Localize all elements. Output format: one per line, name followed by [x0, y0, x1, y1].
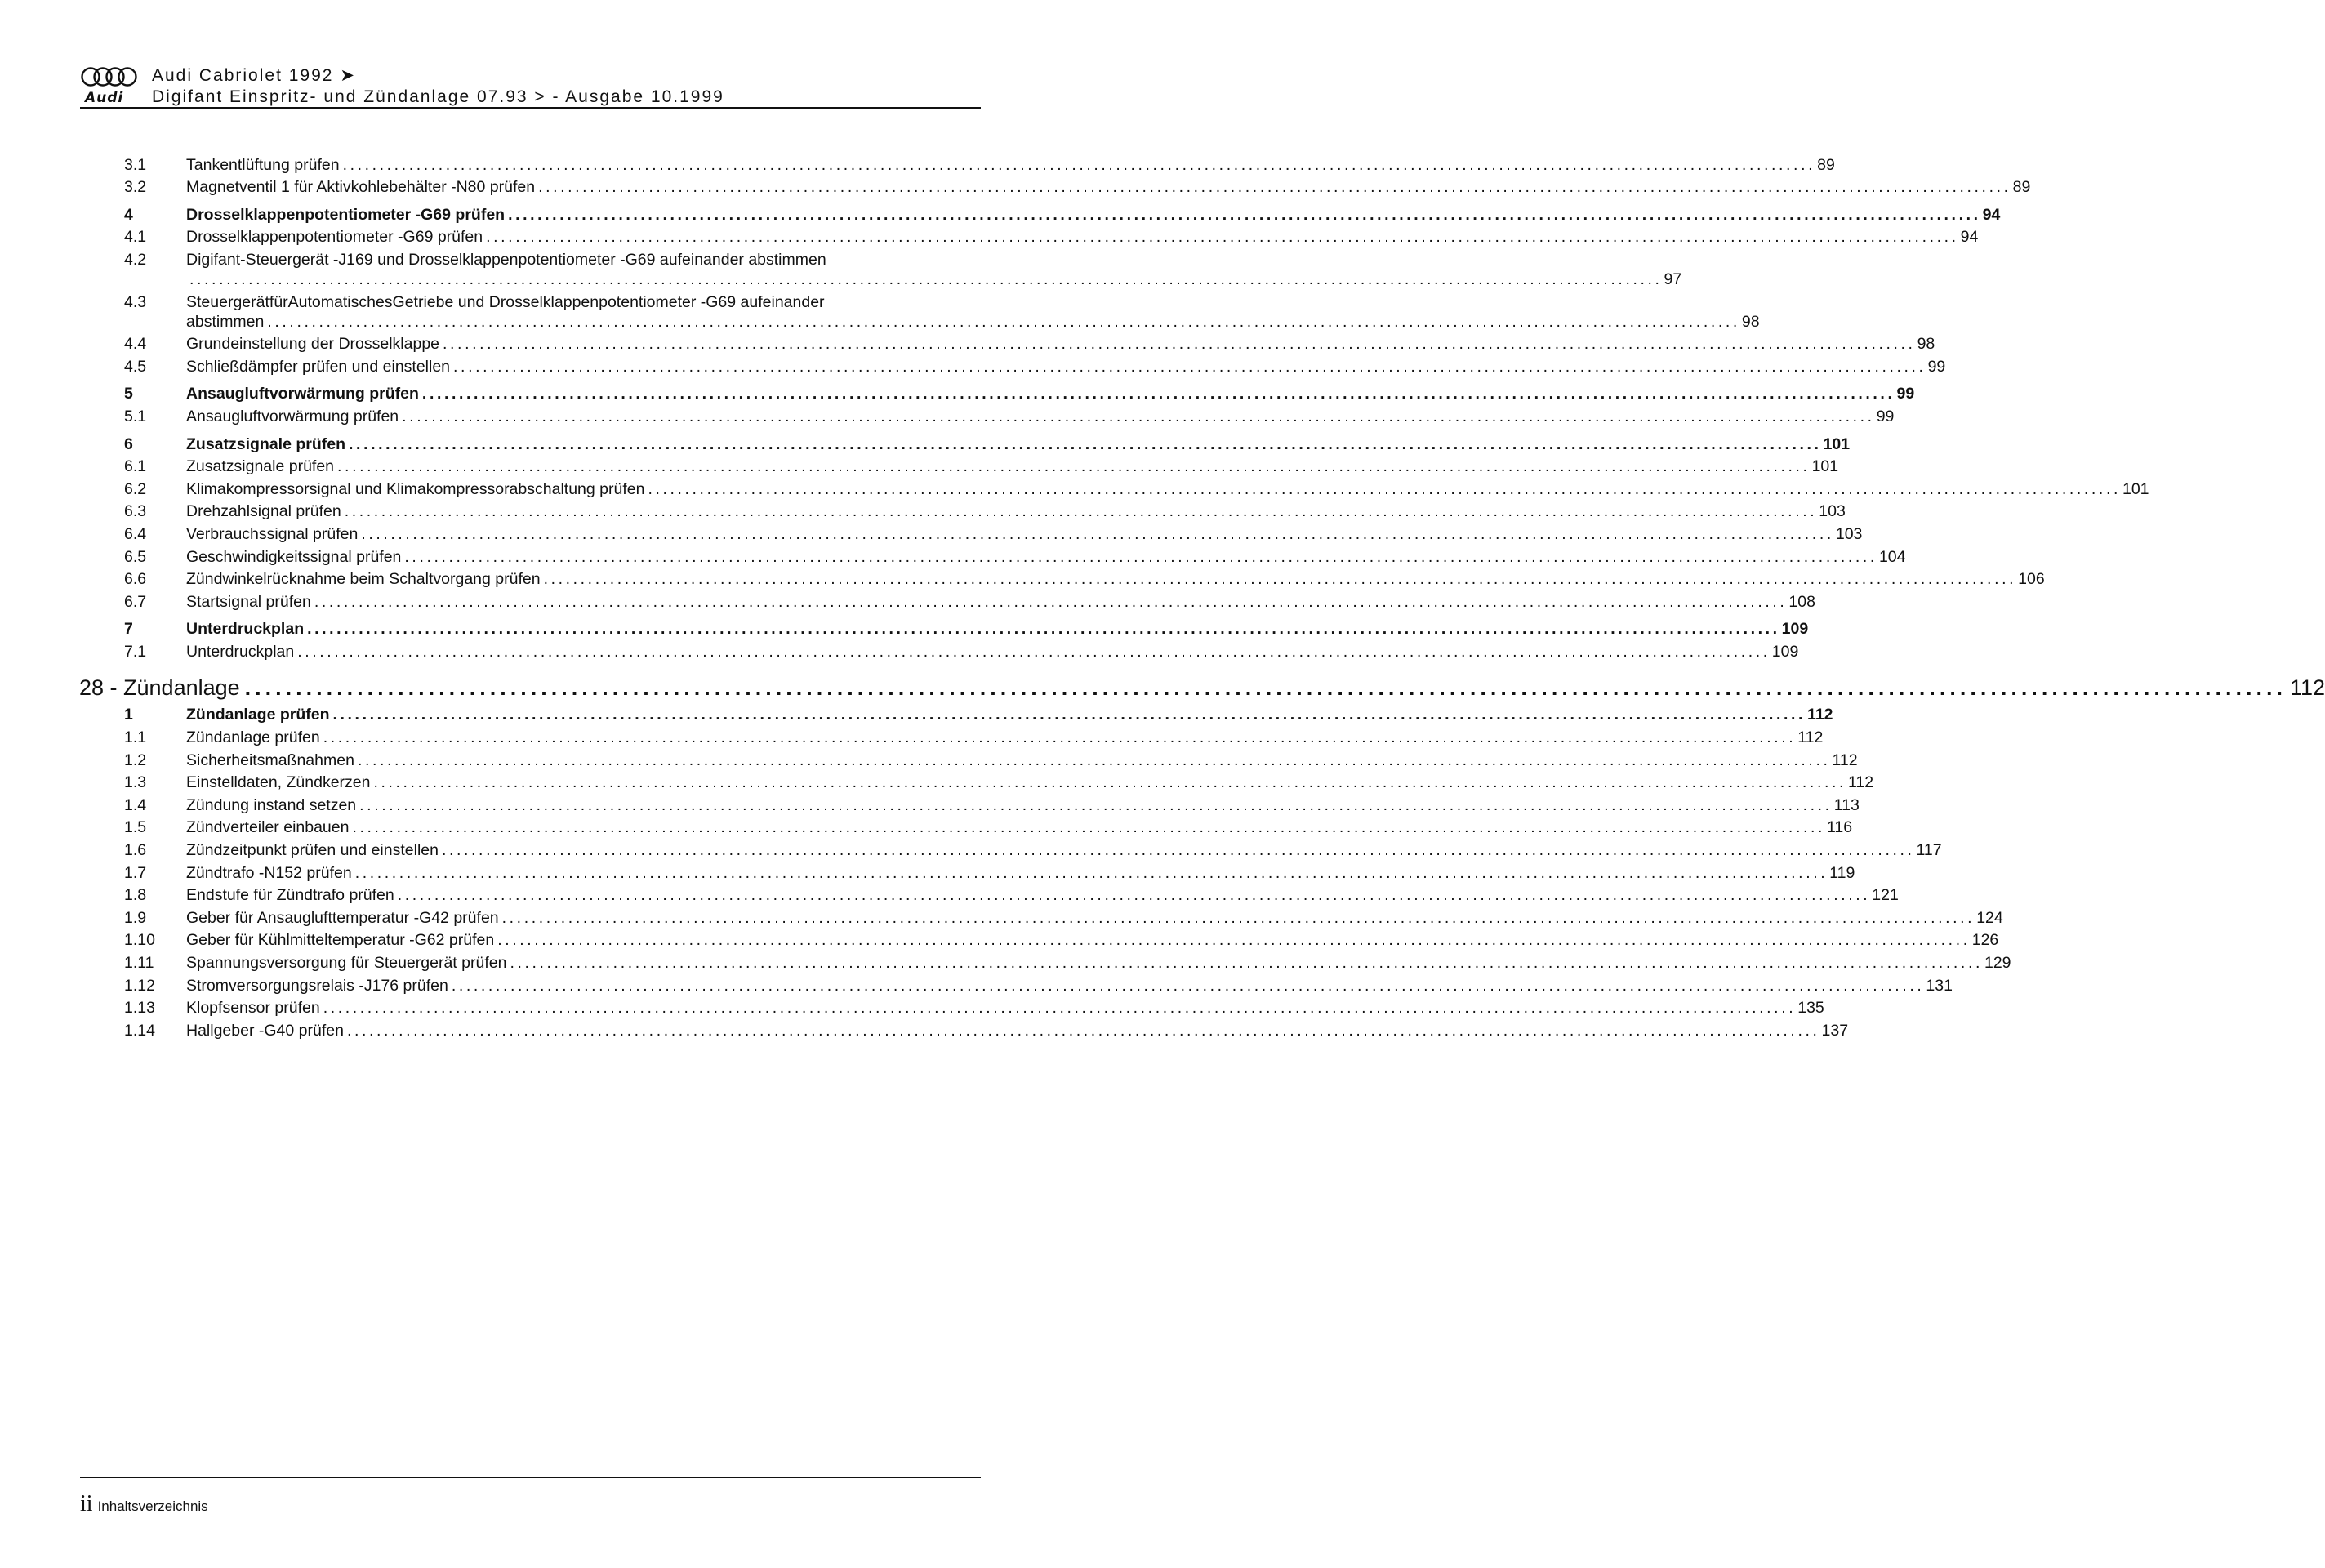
entry-title: Zusatzsignale prüfen	[186, 434, 346, 453]
footer-page-number: ii	[80, 1491, 93, 1517]
dot-leader: ........................................................................................................................................................................................................	[189, 270, 1663, 288]
dot-leader: ........................................................................................................................................................................................................	[421, 385, 1895, 403]
toc-entry[interactable]	[124, 521, 1863, 544]
entry-number: 6.3	[124, 502, 147, 521]
entry-number: 5.1	[124, 407, 147, 425]
entry-title: Zündung instand setzen	[186, 795, 357, 814]
entry-title: Geber für Kühlmitteltemperatur -G62 prüfen	[186, 931, 495, 950]
dot-leader: ........................................................................................................................................................................................................	[397, 886, 1871, 905]
toc-entry[interactable]	[124, 247, 1682, 289]
toc-section-heading[interactable]	[124, 202, 2001, 225]
entry-page: 104	[1878, 547, 1906, 566]
entry-title: Zündanlage prüfen	[186, 728, 320, 747]
entry-page: 117	[1916, 841, 1942, 860]
entry-page: 116	[1827, 818, 1853, 837]
toc-entry[interactable]	[124, 499, 1846, 522]
entry-page: 94	[1960, 228, 1979, 247]
header-divider	[80, 107, 981, 109]
toc-entry[interactable]	[124, 454, 1839, 477]
toc-entry[interactable]	[124, 476, 2149, 499]
entry-number: 1.7	[124, 863, 147, 882]
entry-title: Unterdruckplan	[186, 642, 295, 661]
entry-page: 103	[1819, 502, 1846, 521]
dot-leader: ........................................................................................................................................................................................................	[297, 642, 1770, 661]
entry-page: 109	[1781, 620, 1809, 639]
entry-page: 98	[1741, 312, 1760, 331]
entry-title: Zündtrafo -N152 prüfen	[186, 863, 352, 882]
header-title: Audi Cabriolet 1992 ➤	[152, 66, 356, 85]
entry-title: Zündanlage prüfen	[186, 706, 330, 724]
entry-title: Klimakompressorsignal und Klimakompressorabschaltung prüfen	[186, 479, 645, 498]
entry-page: 97	[1664, 270, 1682, 288]
page-header	[80, 65, 981, 108]
entry-title: Hallgeber -G40 prüfen	[186, 1021, 344, 1040]
entry-page: 106	[2018, 570, 2045, 589]
dot-leader: ........................................................................................................................................................................................................	[346, 1021, 1820, 1040]
dot-leader: ........................................................................................................................................................................................................	[404, 547, 1877, 566]
entry-page: 124	[1976, 908, 2003, 927]
header-subtitle: Digifant Einspritz- und Zündanlage 07.93 > - Ausgabe 10.1999	[152, 87, 724, 106]
table-of-contents	[79, 152, 2325, 1040]
dot-leader: ........................................................................................................................................................................................................	[508, 205, 1981, 224]
entry-title: Verbrauchssignal prüfen	[186, 524, 359, 543]
entry-page: 103	[1835, 524, 1863, 543]
audi-rings-icon	[80, 65, 139, 88]
entry-number: 6.1	[124, 457, 147, 476]
dot-leader: ........................................................................................................................................................................................................	[323, 999, 1797, 1018]
footer-label: Inhaltsverzeichnis	[97, 1499, 208, 1514]
entry-number: 6.4	[124, 524, 147, 543]
entry-page: 135	[1797, 999, 1824, 1018]
dot-leader: ........................................................................................................................................................................................................	[510, 954, 1983, 972]
entry-title: Ansaugluftvorwärmung prüfen	[186, 407, 399, 425]
toc-section-heading[interactable]	[124, 702, 1833, 725]
entry-number: 7	[124, 620, 133, 639]
dot-leader: ........................................................................................................................................................................................................	[497, 931, 1971, 950]
entry-number: 1.13	[124, 999, 155, 1018]
entry-page: 129	[1984, 954, 2011, 972]
entry-title: Tankentlüftung prüfen	[186, 155, 340, 174]
entry-number: 6.5	[124, 547, 147, 566]
dot-leader: ........................................................................................................................................................................................................	[441, 841, 1915, 860]
entry-page: 126	[1971, 931, 1999, 950]
entry-number: 1.5	[124, 818, 147, 837]
entry-page: 113	[1833, 795, 1860, 814]
entry-number: 1.6	[124, 841, 147, 860]
entry-number: 1.4	[124, 795, 147, 814]
entry-page: 89	[2012, 178, 2031, 197]
entry-page: 131	[1926, 976, 1953, 995]
toc-entry[interactable]	[124, 354, 1946, 376]
entry-title: Grundeinstellung der Drosselklappe	[186, 335, 440, 354]
entry-number: 1	[124, 706, 133, 724]
entry-number: 6	[124, 434, 133, 453]
entry-title: Schließdämpfer prüfen und einstellen	[186, 357, 451, 376]
toc-entry[interactable]	[124, 928, 1999, 951]
entry-title: Geber für Ansauglufttemperatur -G42 prüfen	[186, 908, 499, 927]
entry-title: Zusatzsignale prüfen	[186, 457, 335, 476]
dot-leader: ........................................................................................................................................................................................................	[354, 863, 1828, 882]
entry-title: Drehzahlsignal prüfen	[186, 502, 341, 521]
dot-leader: ........................................................................................................................................................................................................	[538, 178, 2011, 197]
dot-leader: ........................................................................................................................................................................................................	[402, 407, 1875, 425]
entry-title: Drosselklappenpotentiometer -G69 prüfen	[186, 205, 506, 224]
entry-title: Einstelldaten, Zündkerzen	[186, 773, 371, 792]
toc-entry[interactable]	[124, 770, 1874, 793]
entry-title: Geschwindigkeitssignal prüfen	[186, 547, 402, 566]
entry-page: 108	[1788, 592, 1815, 611]
dot-leader: ........................................................................................................................................................................................................	[501, 908, 1975, 927]
toc-entry[interactable]	[124, 973, 1953, 996]
toc-entry[interactable]	[124, 332, 1935, 354]
chapter-title: 28 - Zündanlage	[79, 675, 240, 700]
entry-title: Zündverteiler einbauen	[186, 818, 350, 837]
entry-number: 4.5	[124, 357, 147, 376]
entry-page: 112	[1848, 773, 1874, 792]
dot-leader: ........................................................................................................................................................................................................	[359, 795, 1833, 814]
toc-entry[interactable]	[124, 544, 1906, 567]
audi-logo	[80, 65, 139, 105]
entry-title: Unterdruckplan	[186, 620, 305, 639]
entry-number: 6.2	[124, 479, 147, 498]
chapter-entry[interactable]	[79, 666, 2325, 701]
toc-entry[interactable]	[124, 175, 2031, 198]
dot-leader: ........................................................................................................................................................................................................	[323, 728, 1797, 747]
entry-number: 3.2	[124, 178, 147, 197]
entry-number: 1.12	[124, 976, 155, 995]
entry-page: 119	[1829, 863, 1855, 882]
entry-page: 99	[1927, 357, 1946, 376]
entry-number: 1.14	[124, 1021, 155, 1040]
dot-leader: ........................................................................................................................................................................................................	[543, 570, 2017, 589]
toc-entry[interactable]	[124, 152, 1835, 175]
entry-number: 1.2	[124, 751, 147, 769]
entry-title: Ansaugluftvorwärmung prüfen	[186, 385, 419, 403]
entry-title: Spannungsversorgung für Steuergerät prüfen	[186, 954, 507, 972]
entry-page: 101	[2122, 479, 2149, 498]
toc-section-heading[interactable]	[124, 431, 1851, 454]
dot-leader: ........................................................................................................................................................................................................	[648, 479, 2121, 498]
toc-entry[interactable]	[124, 589, 1815, 612]
toc-entry[interactable]	[124, 815, 1853, 838]
entry-number: 1.3	[124, 773, 147, 792]
toc-section-28	[124, 702, 2011, 1040]
dot-leader: ........................................................................................................................................................................................................	[352, 818, 1826, 837]
entry-page: 99	[1876, 407, 1895, 425]
dot-leader: ........................................................................................................................................................................................................	[361, 524, 1834, 543]
entry-page: 89	[1817, 155, 1835, 174]
toc-section-heading[interactable]	[124, 617, 1809, 639]
entry-number: 1.10	[124, 931, 155, 950]
toc-entry[interactable]	[124, 225, 1979, 247]
dot-leader: ........................................................................................................................................................................................................	[314, 592, 1788, 611]
dot-leader: ........................................................................................................................................................................................................	[357, 751, 1831, 769]
chapter-page: 112	[2289, 675, 2325, 700]
entry-number: 4.4	[124, 335, 147, 354]
entry-number: 1.9	[124, 908, 147, 927]
dot-leader: ........................................................................................................................................................................................................	[244, 675, 2287, 700]
entry-title-cont: abstimmen	[186, 312, 265, 331]
entry-page: 101	[1811, 457, 1839, 476]
entry-page: 101	[1823, 434, 1851, 453]
toc-entry[interactable]	[124, 403, 1895, 426]
dot-leader: ........................................................................................................................................................................................................	[486, 228, 1959, 247]
entry-title: Stromversorgungsrelais -J176 prüfen	[186, 976, 448, 995]
entry-number: 7.1	[124, 642, 147, 661]
entry-number: 4	[124, 205, 133, 224]
toc-entry[interactable]	[124, 639, 1799, 662]
toc-entry[interactable]	[124, 837, 1942, 860]
entry-number: 1.8	[124, 886, 147, 905]
dot-leader: ........................................................................................................................................................................................................	[349, 434, 1822, 453]
entry-number: 4.3	[124, 292, 147, 311]
entry-page: 109	[1771, 642, 1799, 661]
toc-entry[interactable]	[124, 996, 1824, 1018]
toc-section-27	[124, 152, 2149, 662]
toc-entry[interactable]	[124, 1018, 1849, 1040]
audi-wordmark: Audi	[85, 90, 124, 106]
entry-title: Klopfsensor prüfen	[186, 999, 320, 1018]
entry-page: 94	[1982, 205, 2001, 224]
entry-page: 99	[1896, 385, 1915, 403]
entry-title: Digifant-Steuergerät -J169 und Drosselklappenpotentiometer -G69 aufeinander abstimmen	[186, 250, 826, 269]
toc-entry[interactable]	[124, 950, 2011, 973]
toc-entry[interactable]	[124, 905, 2003, 928]
entry-title: Magnetventil 1 für Aktivkohlebehälter -N80 prüfen	[186, 178, 536, 197]
entry-title: Zündwinkelrücknahme beim Schaltvorgang prüfen	[186, 570, 541, 589]
dot-leader: ........................................................................................................................................................................................................	[451, 976, 1925, 995]
dot-leader: ........................................................................................................................................................................................................	[337, 457, 1811, 476]
toc-entry[interactable]	[124, 860, 1855, 883]
toc-section-heading[interactable]	[124, 381, 1915, 404]
entry-title: Endstufe für Zündtrafo prüfen	[186, 886, 394, 905]
dot-leader: ........................................................................................................................................................................................................	[332, 706, 1806, 724]
toc-entry[interactable]	[124, 289, 1760, 332]
arrow-icon: ➤	[340, 66, 356, 85]
dot-leader: ........................................................................................................................................................................................................	[373, 773, 1847, 792]
dot-leader: ........................................................................................................................................................................................................	[443, 335, 1916, 354]
entry-number: 4.1	[124, 228, 147, 247]
entry-title: Drosselklappenpotentiometer -G69 prüfen	[186, 228, 483, 247]
toc-entry[interactable]	[124, 724, 1824, 747]
entry-number: 6.6	[124, 570, 147, 589]
entry-title: Startsignal prüfen	[186, 592, 311, 611]
entry-title: Zündzeitpunkt prüfen und einstellen	[186, 841, 439, 860]
entry-title: SteuergerätfürAutomatischesGetriebe und Drosselklappenpotentiometer -G69 aufeinander	[186, 292, 825, 311]
entry-page: 98	[1917, 335, 1935, 354]
entry-number: 4.2	[124, 250, 147, 269]
footer-divider	[80, 1477, 981, 1478]
entry-number: 5	[124, 385, 133, 403]
entry-page: 137	[1821, 1021, 1849, 1040]
dot-leader: ........................................................................................................................................................................................................	[453, 357, 1926, 376]
toc-entry[interactable]	[124, 792, 1860, 815]
dot-leader: ........................................................................................................................................................................................................	[307, 620, 1780, 639]
toc-entry[interactable]	[124, 747, 1858, 770]
entry-number: 1.11	[124, 954, 154, 972]
page-footer	[80, 1491, 208, 1517]
dot-leader: ........................................................................................................................................................................................................	[344, 502, 1818, 521]
dot-leader: ........................................................................................................................................................................................................	[342, 155, 1816, 174]
toc-entry[interactable]	[124, 883, 1899, 906]
entry-page: 112	[1797, 728, 1824, 747]
entry-page: 112	[1832, 751, 1858, 769]
toc-entry[interactable]	[124, 567, 2045, 590]
entry-number: 6.7	[124, 592, 147, 611]
entry-page: 112	[1807, 706, 1833, 724]
entry-number: 1.1	[124, 728, 147, 747]
entry-number: 3.1	[124, 155, 147, 174]
entry-title: Sicherheitsmaßnahmen	[186, 751, 354, 769]
dot-leader: ........................................................................................................................................................................................................	[267, 312, 1740, 331]
entry-page: 121	[1872, 886, 1899, 905]
